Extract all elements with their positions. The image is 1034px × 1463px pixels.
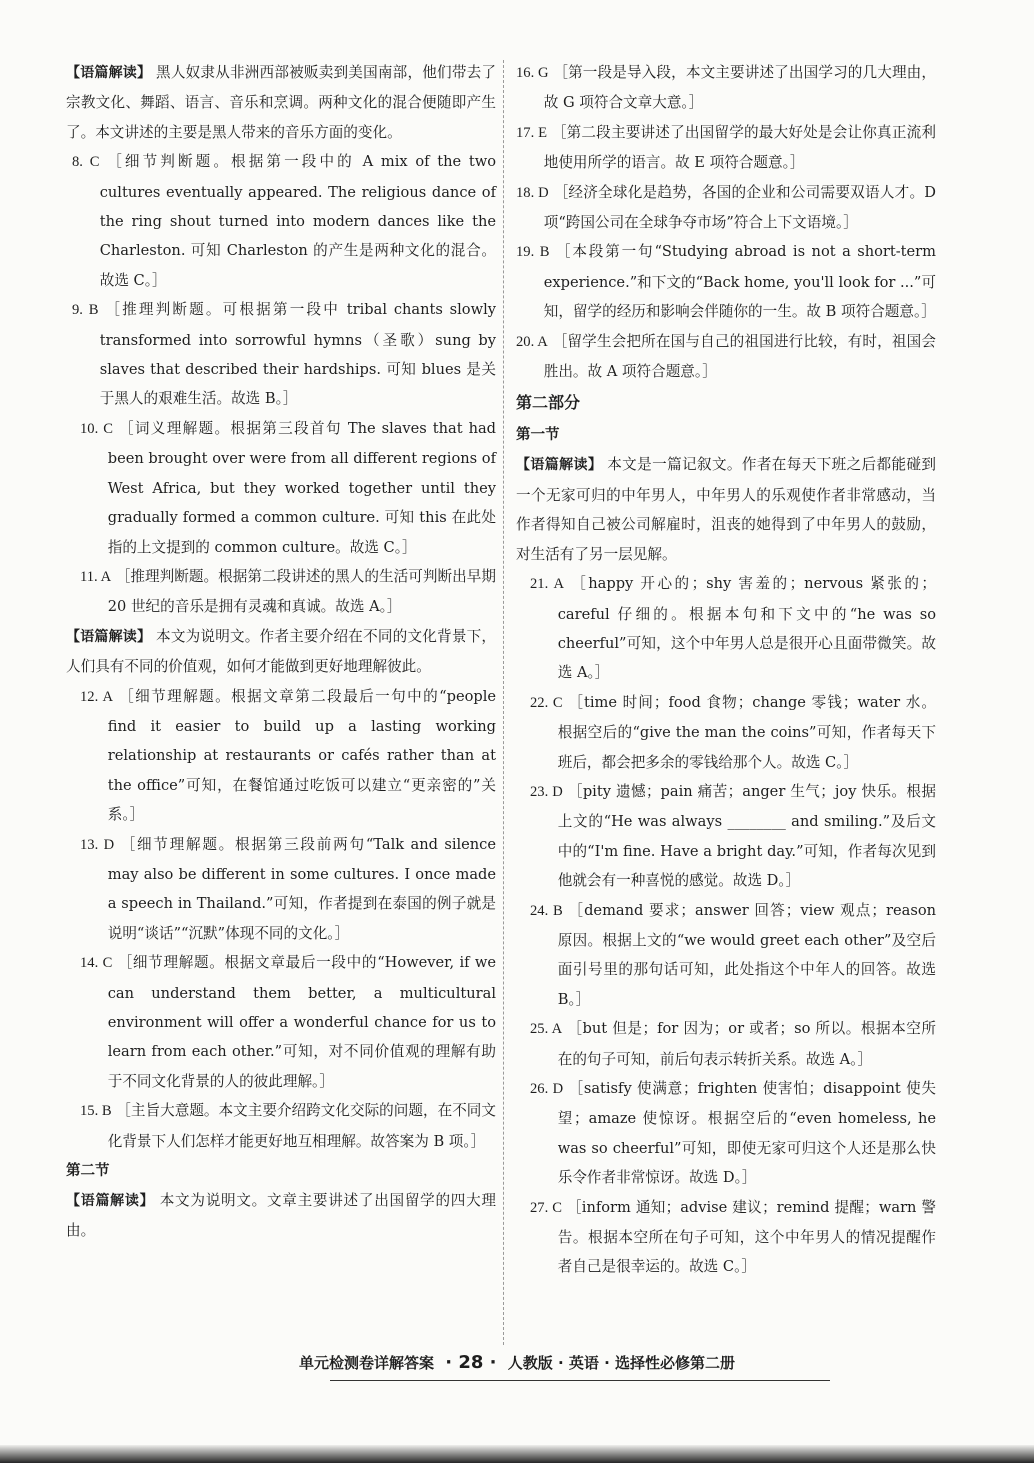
right-column bbox=[516, 58, 936, 1282]
answer-number: 21. A bbox=[530, 576, 565, 593]
page-number: · 28 · bbox=[445, 1352, 497, 1373]
answer-number: 14. C bbox=[80, 955, 113, 972]
answer-number: 23. D bbox=[530, 783, 563, 800]
answer-number: 25. A bbox=[530, 1021, 563, 1038]
answer-number: 10. C bbox=[80, 420, 113, 437]
footer-rule bbox=[330, 1380, 830, 1381]
answer-number: 18. D bbox=[516, 184, 549, 201]
answer-explanation: ［time 时间；food 食物；change 零钱；water 水。根据空后的“give the man the coins”可知，作者每天下班后，都会把多余的零钱给那个人。故选 C。］ bbox=[557, 693, 937, 771]
intro-tag: 【语篇解读】 bbox=[66, 628, 152, 645]
answer-item-16 bbox=[516, 58, 936, 118]
answer-explanation: ［细节理解题。根据文章最后一段中的“However, if we can understand them better, a multicultural environment will offer a wonderful chance for us to learn from each other.”可知，对不同价值观的理解有助于不同文化背景的人的彼此理解。］ bbox=[107, 954, 497, 1090]
passage-intro-2 bbox=[66, 622, 496, 682]
answer-number: 15. B bbox=[80, 1103, 112, 1120]
section-heading-1: 第一节 bbox=[516, 427, 560, 444]
answer-explanation: ［demand 要求；answer 回答；view 观点；reason 原因。根据上文的“we would greet each other”及空后面引号里的那句话可知，此处指这个中年人的回答。故选 B。］ bbox=[557, 901, 936, 1008]
answer-explanation: ［细节理解题。根据文章第二段最后一句中的“people find it easier to build up a lasting working relationship at restaurants or cafés rather than at the office”可知，在餐馆通过吃饭可以建立“更亲密的”关系。］ bbox=[107, 687, 497, 824]
answer-item-27 bbox=[530, 1193, 936, 1282]
answer-item-15 bbox=[80, 1096, 496, 1156]
answer-number: 17. E bbox=[516, 124, 547, 141]
footer-edition: 人教版 · 英语 · 选择性必修第二册 bbox=[507, 1354, 736, 1372]
answer-explanation: ［主旨大意题。本文主要介绍跨文化交际的问题，在不同文化背景下人们怎样才能更好地互相理解。故答案为 B 项。］ bbox=[107, 1102, 496, 1150]
answer-item-21 bbox=[530, 569, 936, 688]
answer-number: 22. C bbox=[530, 694, 563, 711]
answer-explanation: ［第一段是导入段，本文主要讲述了出国学习的几大理由，故 G 项符合文章大意。］ bbox=[543, 64, 936, 112]
answer-item-9 bbox=[72, 295, 496, 414]
answer-number: 12. A bbox=[80, 688, 114, 705]
answer-number: 26. D bbox=[530, 1081, 564, 1097]
intro-tag: 【语篇解读】 bbox=[66, 1193, 155, 1210]
answer-item-13 bbox=[80, 830, 496, 949]
answer-explanation: ［第二段主要讲述了出国留学的最大好处是会让你真正流利地使用所学的语言。故 E 项符合题意。］ bbox=[543, 123, 936, 172]
column-divider bbox=[503, 60, 504, 1345]
answer-item-24 bbox=[530, 896, 936, 1015]
answer-number: 11. A bbox=[80, 568, 112, 585]
passage-intro-3 bbox=[66, 1186, 496, 1246]
intro-text: 本文为说明文。作者主要介绍在不同的文化背景下，人们具有不同的价值观，如何才能做到更好地理解彼此。 bbox=[66, 627, 497, 676]
answer-explanation: ［inform 通知；advise 建议；remind 提醒；warn 警告。根据本空所在句子可知，这个中年男人的情况提醒作者自己是很幸运的。故选 C。］ bbox=[557, 1198, 936, 1276]
intro-text: 黑人奴隶从非洲西部被贩卖到美国南部，他们带去了宗教文化、舞蹈、语言、音乐和烹调。两种文化的混合便随即产生了。本文讲述的主要是黑人带来的音乐方面的变化。 bbox=[66, 64, 497, 141]
answer-number: 24. B bbox=[530, 902, 563, 919]
answer-item-14 bbox=[80, 948, 496, 1096]
answer-explanation: ［satisfy 使满意；frighten 使害怕；disappoint 使失望；amaze 使惊讶。根据空后的“even homeless, he was so cheerful”可知，即使无家可归这个人还是那么快乐令作者非常惊讶。故选 D。］ bbox=[557, 1080, 937, 1187]
answer-explanation: ［留学生会把所在国与自己的祖国进行比较，有时，祖国会胜出。故 A 项符合题意。］ bbox=[543, 332, 937, 381]
answer-item-8 bbox=[72, 147, 496, 295]
page-footer bbox=[0, 1352, 1034, 1373]
answer-explanation: ［but 但是；for 因为；or 或者；so 所以。根据本空所在的句子可知，前后句表示转折关系。故选 A。］ bbox=[557, 1020, 937, 1068]
answer-explanation: ［细节理解题。根据第三段前两句“Talk and silence may also be different in some cultures. I once made a speech in Thailand.”可知，作者提到在泰国的例子就是说明“谈话”“沉默”体现不同的文化。］ bbox=[107, 835, 496, 942]
answer-item-17 bbox=[516, 118, 936, 178]
answer-number: 27. C bbox=[530, 1199, 562, 1216]
answer-item-23 bbox=[530, 777, 936, 896]
answer-number: 8. C bbox=[72, 154, 100, 171]
answer-item-11 bbox=[80, 562, 496, 622]
answer-item-18 bbox=[516, 178, 936, 238]
answer-number: 20. A bbox=[516, 333, 548, 350]
answer-explanation: ［本段第一句“Studying abroad is not a short-term experience.”和下文的“Back home, you'll look for ...”可知，留学的经历和影响会伴随你的一生。故 B 项符合题意。］ bbox=[543, 243, 936, 321]
answer-explanation: ［推理判断题。可根据第一段中 tribal chants slowly transformed into sorrowful hymns（圣歌）sung by slaves that described their hardships. 可知 blues 是关于黑人的艰难生活。故选 B。］ bbox=[99, 301, 496, 408]
answer-item-12 bbox=[80, 682, 496, 830]
intro-tag: 【语篇解读】 bbox=[66, 65, 152, 81]
answer-explanation: ［happy 开心的；shy 害羞的；nervous 紧张的；careful 仔细的。根据本句和下文中的“he was so cheerful”可知，这个中年男人总是很开心且面带微笑。故选 A。］ bbox=[557, 575, 936, 682]
intro-tag: 【语篇解读】 bbox=[516, 457, 603, 474]
intro-text: 本文为说明文。文章主要讲述了出国留学的四大理由。 bbox=[66, 1192, 497, 1240]
scan-shadow-edge bbox=[0, 1445, 1034, 1463]
answer-item-10 bbox=[80, 414, 496, 562]
passage-intro-1 bbox=[66, 58, 496, 147]
answer-explanation: ［细节判断题。根据第一段中的 A mix of the two cultures eventually appeared. The religious dance of the ring shout turned into modern dances like the Charleston. 可知 Charleston 的产生是两种文化的混合。故选 C。］ bbox=[99, 153, 497, 289]
answer-number: 16. G bbox=[516, 65, 549, 81]
answer-explanation: ［词义理解题。根据第三段首句 The slaves that had been brought over were from all different regions of West Africa, but they worked together until they gradually formed a common culture. 可知 this 在此处指的上文提到的 common culture。故选 C。］ bbox=[107, 419, 497, 556]
intro-text: 本文是一篇记叙文。作者在每天下班之后都能碰到一个无家可归的中年男人，中年男人的乐观使作者非常感动，当作者得知自己被公司解雇时，沮丧的她得到了中年男人的鼓励，对生活有了另一层见解。 bbox=[516, 456, 936, 563]
answer-number: 9. B bbox=[72, 302, 99, 319]
answer-item-20 bbox=[516, 327, 936, 387]
answer-explanation: ［pity 遗憾；pain 痛苦；anger 生气；joy 快乐。根据上文的“He was always ________ and smiling.”及后文中的“I'm fine. Have a bright day.”可知，作者每次见到他就会有一种喜悦的感觉。故选 D。］ bbox=[557, 782, 936, 890]
answer-item-26 bbox=[530, 1074, 936, 1193]
answer-explanation: ［推理判断题。根据第二段讲述的黑人的生活可判断出早期 20 世纪的音乐是拥有灵魂和真诚。故选 A。］ bbox=[107, 567, 496, 616]
answer-item-25 bbox=[530, 1014, 936, 1074]
part-heading: 第二部分 bbox=[516, 393, 581, 413]
answer-item-19 bbox=[516, 237, 936, 326]
section-heading-2: 第二节 bbox=[66, 1163, 110, 1180]
answer-explanation: ［经济全球化是趋势，各国的企业和公司需要双语人才。D 项“跨国公司在全球争夺市场”符合上下文语境。］ bbox=[543, 183, 937, 232]
answer-number: 13. D bbox=[80, 836, 115, 853]
answer-number: 19. B bbox=[516, 244, 550, 261]
passage-intro-4 bbox=[516, 450, 936, 569]
answer-item-22 bbox=[530, 688, 936, 777]
left-column bbox=[66, 58, 496, 1246]
footer-book-title: 单元检测卷详解答案 bbox=[298, 1354, 434, 1372]
